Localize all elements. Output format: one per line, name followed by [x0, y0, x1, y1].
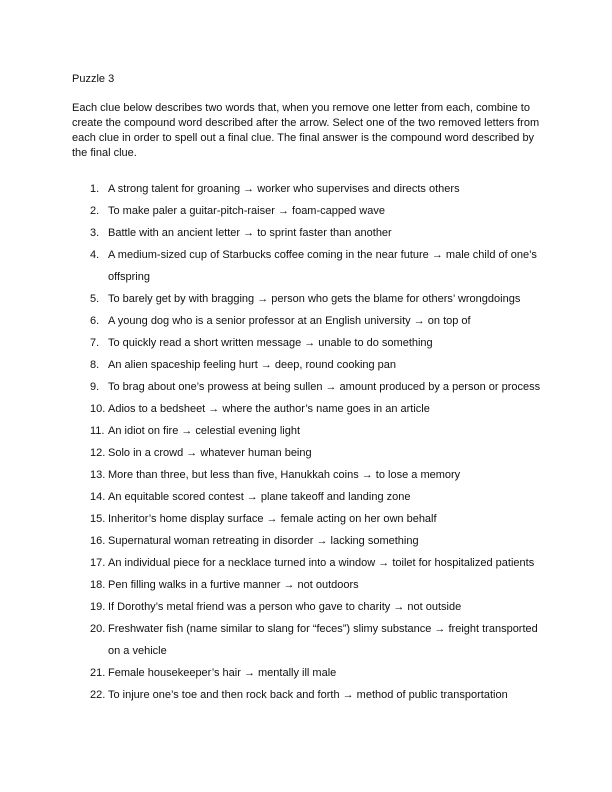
clue-text: To quickly read a short written message → unable to do something	[108, 337, 433, 349]
clue-text: More than three, but less than five, Hanukkah coins → to lose a memory	[108, 469, 461, 481]
clue-item	[72, 310, 544, 332]
clue-number: 5.	[90, 293, 100, 305]
clue-item	[72, 530, 544, 552]
clue-number: 6.	[90, 315, 100, 327]
clue-item	[72, 684, 544, 706]
clue-item	[72, 508, 544, 530]
clue-item	[72, 442, 544, 464]
clue-text: Inheritor’s home display surface → female acting on her own behalf	[108, 513, 437, 525]
clue-number: 22.	[90, 689, 106, 701]
clue-item	[72, 244, 544, 288]
clue-text: Battle with an ancient letter → to sprint faster than another	[108, 227, 392, 239]
clue-text: Female housekeeper’s hair → mentally ill male	[108, 667, 337, 679]
clue-item	[72, 332, 544, 354]
clue-number: 10.	[90, 403, 106, 415]
clue-item	[72, 288, 544, 310]
clue-number: 14.	[90, 491, 106, 503]
clue-item	[72, 552, 544, 574]
clue-item	[72, 420, 544, 442]
clue-text: To barely get by with bragging → person who gets the blame for others’ wrongdoings	[108, 293, 521, 305]
clue-text: An idiot on fire → celestial evening light	[108, 425, 300, 437]
instructions-paragraph: Each clue below describes two words that, when you remove one letter from each, combine to create the compound word described after the arrow. Select one of the two removed letters from each clue in order to spell out a final clue. The final answer is the compound word described by the final clue.	[72, 102, 540, 159]
clue-item	[72, 596, 544, 618]
clue-text: A medium-sized cup of Starbucks coffee coming in the near future → male child of one’s offspring	[108, 249, 537, 283]
clue-item	[72, 574, 544, 596]
clue-number: 7.	[90, 337, 100, 349]
puzzle-title: Puzzle 3	[72, 73, 115, 85]
clue-number: 4.	[90, 249, 100, 261]
clue-text: To make paler a guitar-pitch-raiser → foam-capped wave	[108, 205, 385, 217]
clue-item	[72, 662, 544, 684]
clue-text: Freshwater fish (name similar to slang for “feces”) slimy substance → freight transported on a vehicle	[108, 623, 538, 657]
clue-text: An individual piece for a necklace turned into a window → toilet for hospitalized patients	[108, 557, 535, 569]
clue-text: A young dog who is a senior professor at an English university → on top of	[108, 315, 471, 327]
clue-text: Solo in a crowd → whatever human being	[108, 447, 312, 459]
clue-text: If Dorothy’s metal friend was a person who gave to charity → not outside	[108, 601, 462, 613]
clue-item	[72, 618, 544, 662]
clue-text: Adios to a bedsheet → where the author’s name goes in an article	[108, 403, 430, 415]
clue-item	[72, 354, 544, 376]
clue-number: 8.	[90, 359, 100, 371]
clue-text: Supernatural woman retreating in disorder → lacking something	[108, 535, 419, 547]
clue-number: 1.	[90, 183, 100, 195]
clue-number: 16.	[90, 535, 106, 547]
clue-item	[72, 486, 544, 508]
clue-number: 13.	[90, 469, 106, 481]
clue-number: 9.	[90, 381, 100, 393]
clue-text: Pen filling walks in a furtive manner → not outdoors	[108, 579, 359, 591]
clue-number: 12.	[90, 447, 106, 459]
clue-number: 11.	[90, 425, 105, 437]
clue-text: To brag about one’s prowess at being sullen → amount produced by a person or process	[108, 381, 541, 393]
clue-item	[72, 222, 544, 244]
clue-item	[72, 376, 544, 398]
clue-number: 18.	[90, 579, 106, 591]
clue-item	[72, 464, 544, 486]
clue-list	[72, 178, 544, 706]
clue-number: 19.	[90, 601, 106, 613]
clue-number: 3.	[90, 227, 100, 239]
clue-text: An alien spaceship feeling hurt → deep, round cooking pan	[108, 359, 397, 371]
clue-number: 21.	[90, 667, 106, 679]
clue-item	[72, 398, 544, 420]
clue-number: 15.	[90, 513, 106, 525]
clue-item	[72, 200, 544, 222]
clue-number: 20.	[90, 623, 106, 635]
clue-text: A strong talent for groaning → worker who supervises and directs others	[108, 183, 460, 195]
clue-number: 2.	[90, 205, 100, 217]
clue-text: An equitable scored contest → plane takeoff and landing zone	[108, 491, 411, 503]
clue-text: To injure one’s toe and then rock back and forth → method of public transportation	[108, 689, 508, 701]
clue-number: 17.	[90, 557, 106, 569]
clue-item	[72, 178, 544, 200]
